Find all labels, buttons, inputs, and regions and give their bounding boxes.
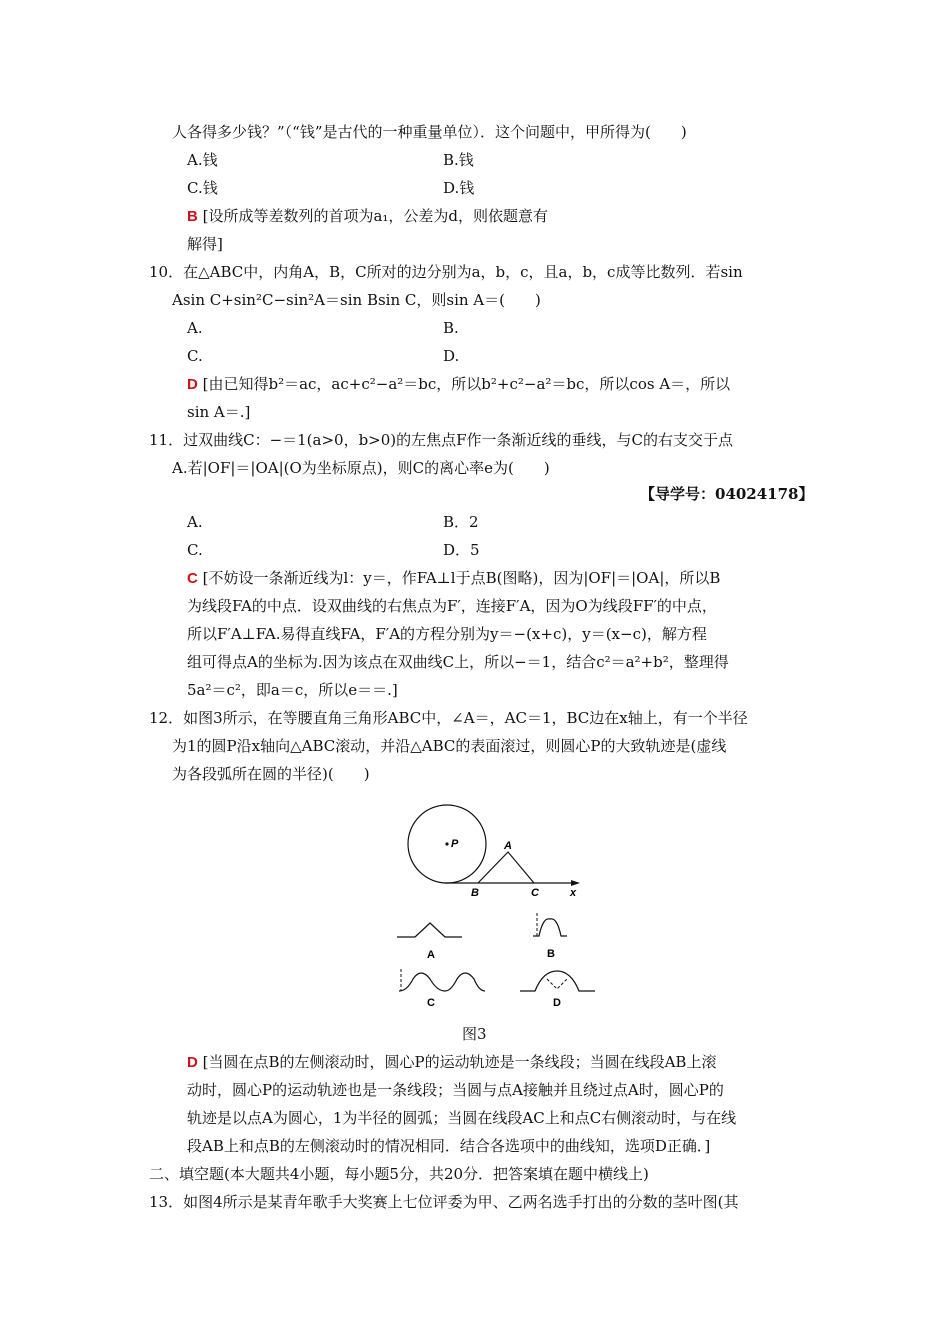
option-d-dashed-radii [547,979,567,989]
q10-option-b: B. [443,319,459,337]
q10-stem-line2: Asin C+sin²C−sin²A＝sin Bsin C，则sin A＝( ) [172,291,541,309]
q13-stem-line1: 13．如图4所示是某青年歌手大奖赛上七位评委为甲、乙两名选手打出的分数的茎叶图(其 [149,1193,739,1211]
q12-answer: D [187,1054,198,1071]
q9-option-c: C.钱 [187,179,218,197]
option-c-curve [399,973,485,991]
q9-option-b: B.钱 [443,151,474,169]
q9-solution-line1: B [设所成等差数列的首项为a₁，公差为d，则依题意有 [187,207,549,225]
q11-solution-line2: 为线段FA的中点．设双曲线的右焦点为F′，连接F′A，因为O为线段FF′的中点， [187,597,717,615]
q10-option-a: A. [187,319,203,337]
q12-stem-line2: 为1的圆P沿x轴向△ABC滚动，并沿△ABC的表面滚过，则圆心P的大致轨迹是(虚线 [172,737,727,755]
q11-solution-line1: C [不妨设一条渐近线为l：y＝，作FA⊥l于点B(图略)，因为|OF|＝|OA|，所以B [187,569,721,587]
q11-option-b: B．2 [443,513,479,531]
q11-stem-line1: 11．过双曲线C：−＝1(a>0，b>0)的左焦点F作一条渐近线的垂线，与C的右支交于点 [149,431,734,449]
q9-solution-line2: 解得] [187,235,223,253]
q10-answer: D [187,376,198,393]
label-c: C [531,887,539,899]
option-b-curve [533,919,567,936]
q12-solution-line2: 动时，圆心P的运动轨迹也是一条线段；当圆与点A接触并且绕过点A时，圆心P的 [187,1081,724,1099]
q11-stem-line2: A.若|OF|＝|OA|(O为坐标原点)，则C的离心率e为( ) [172,459,550,477]
figure-3-caption: 图3 [462,1025,487,1043]
figure-3 [385,795,615,1020]
x-axis-arrow [571,880,580,886]
q9-answer: B [187,208,198,225]
q10-option-d: D. [443,347,460,365]
option-c-label: C [427,997,435,1009]
option-a-label: A [427,949,435,961]
label-p: P [451,838,459,850]
q10-solution-line1: D [由已知得b²＝ac，ac+c²−a²＝bc，所以b²+c²−a²＝bc，所以cos A＝，所以 [187,375,731,393]
q12-solution-line3: 轨迹是以点A为圆心，1为半径的圆弧；当圆在线段AC上和点C右侧滚动时，与在线 [187,1109,737,1127]
q11-solution-line4: 组可得点A的坐标为.因为该点在双曲线C上，所以−＝1，结合c²＝a²+b²，整理得 [187,653,729,671]
section-2-heading: 二、填空题(本大题共4小题，每小题5分，共20分．把答案填在题中横线上) [149,1165,649,1183]
q12-solution-line1: D [当圆在点B的左侧滚动时，圆心P的运动轨迹是一条线段；当圆在线段AB上滚 [187,1053,717,1071]
label-b: B [471,887,479,899]
q12-stem-line1: 12．如图3所示，在等腰直角三角形ABC中，∠A＝，AC＝1，BC边在x轴上，有一个半径 [149,709,748,727]
q10-stem-line1: 10．在△ABC中，内角A，B，C所对的边分别为a，b，c，且a，b，c成等比数列．若sin [149,263,743,281]
q11-guide-number: 【导学号：04024178】 [640,485,814,503]
circle-center-dot [445,842,448,845]
q11-solution-line3: 所以F′A⊥FA.易得直线FA，F′A的方程分别为y＝−(x+c)，y＝(x−c)，解方程 [187,625,707,643]
option-a-curve [397,923,462,937]
triangle-abc [478,852,534,883]
q11-solution-line5: 5a²＝c²，即a＝c，所以e＝＝.] [187,681,398,699]
q11-option-d: D．5 [443,541,480,559]
q11-option-c: C. [187,541,203,559]
q9-option-a: A.钱 [187,151,218,169]
q11-option-a: A. [187,513,203,531]
q11-answer: C [187,570,198,587]
q12-stem-line3: 为各段弧所在圆的半径)( ) [172,765,370,783]
q9-stem-continuation: 人各得多少钱？”（“钱”是古代的一种重量单位）．这个问题中，甲所得为( ) [172,123,687,141]
option-b-label: B [547,948,555,960]
q12-solution-line4: 段AB上和点B的左侧滚动时的情况相同．结合各选项中的曲线知，选项D正确．] [187,1137,711,1155]
q9-option-d: D.钱 [443,179,475,197]
option-d-label: D [553,997,561,1009]
label-a: A [504,840,512,852]
q10-solution-line2: sin A＝.] [187,403,251,421]
label-x: x [570,887,577,899]
q10-option-c: C. [187,347,203,365]
